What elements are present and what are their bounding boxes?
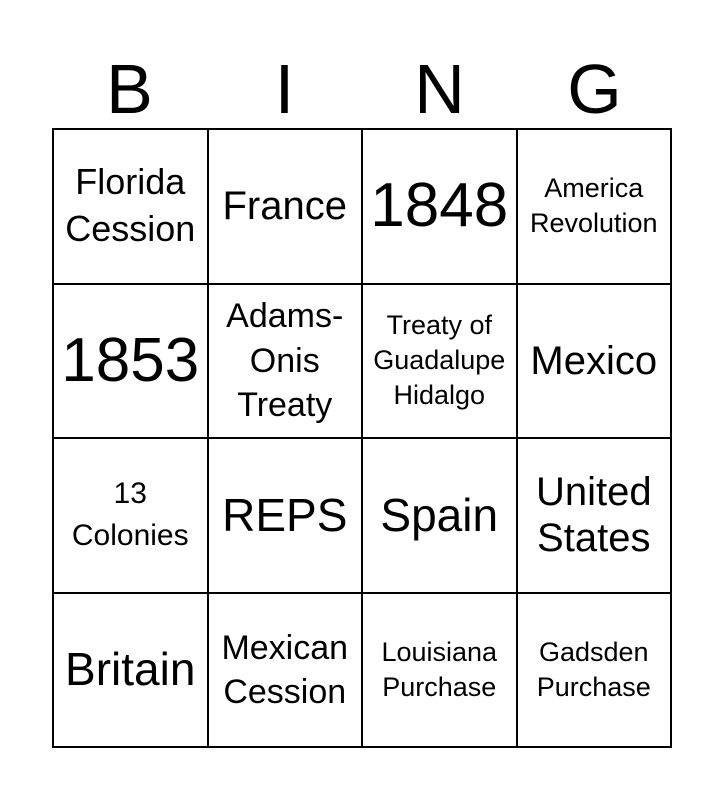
bingo-header [52,50,672,128]
bingo-cell[interactable]: America Revolution [517,129,672,284]
bingo-cell[interactable]: Britain [53,593,208,748]
bingo-cell[interactable]: United States [517,438,672,593]
bingo-board [52,128,672,748]
bingo-cell[interactable]: Mexico [517,284,672,439]
bingo-cell[interactable]: Mexican Cession [208,593,363,748]
bingo-cell[interactable]: REPS [208,438,363,593]
bingo-cell[interactable]: France [208,129,363,284]
header-letter-g: G [567,50,622,128]
bingo-cell[interactable]: 13 Colonies [53,438,208,593]
bingo-cell[interactable]: 1848 [362,129,517,284]
header-letter-n: N [414,50,465,128]
bingo-cell[interactable]: Spain [362,438,517,593]
bingo-cell[interactable]: 1853 [53,284,208,439]
bingo-cell[interactable]: Gadsden Purchase [517,593,672,748]
bingo-cell[interactable]: Adams- Onis Treaty [208,284,363,439]
bingo-cell[interactable]: Louisiana Purchase [362,593,517,748]
header-letter-i: I [274,50,295,128]
bingo-cell[interactable]: Treaty of Guadalupe Hidalgo [362,284,517,439]
header-letter-b: B [106,50,153,128]
bingo-cell[interactable]: Florida Cession [53,129,208,284]
